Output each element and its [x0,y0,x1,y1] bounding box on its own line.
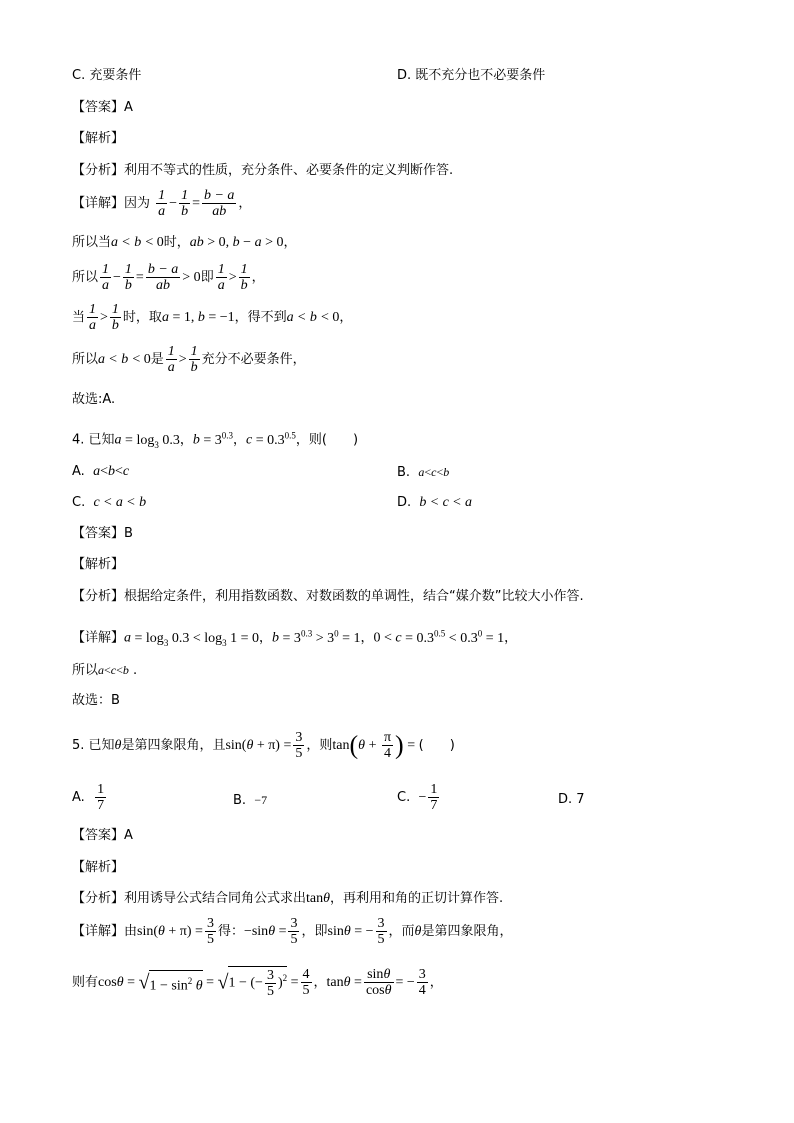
q4-fenxi: 【分析】根据给定条件，利用指数函数、对数函数的单调性，结合“媒介数”比较大小作答. [72,589,584,604]
text: 时，取 [122,310,162,325]
fraction: $\frac{1}{a}$ [158,188,166,219]
text: 【详解】 [72,630,125,646]
q5-detail-line1: 【详解】由sin(θ + π) = $\frac{3}{5}$ 得：−sinθ = $\frac{3}{5}$ ，即sinθ = − $\frac{3}{5}$ ，而θ是第四象限角， [72,916,513,947]
text: 充分不必要条件， [201,352,306,367]
text: 4. 已知 [72,432,115,448]
fraction: $\frac{1}{b}$ [240,262,248,293]
text: 【分析】利用诱导公式结合同角公式求出 [72,891,307,906]
text: A. [72,464,85,479]
text: C. [72,495,86,510]
fraction: $\frac{4}{5}$ [302,967,310,998]
q3-option-d: D. 既不充分也不必要条件 [397,68,546,83]
text: 【详解】由 [72,924,138,939]
text: 所以 [72,663,99,678]
q5-option-c: C. − $\frac{1}{7}$ [397,782,438,813]
fraction: $\frac{3}{5}$ [266,968,274,999]
fraction: $\frac{3}{5}$ [295,730,303,761]
text: 5. 已知 [72,738,115,753]
q3-detail-line4: 当 $\frac{1}{a}$ > $\frac{1}{b}$ 时，取a = 1, b = −1，得不到a < b < 0， [72,302,353,333]
q5-option-b [233,791,267,810]
text: B. [233,793,247,808]
fraction: $\frac{3}{5}$ [377,916,385,947]
fraction: $\frac{3}{5}$ [206,916,214,947]
text: 时， [163,235,190,250]
q5-option-a [72,782,108,813]
q4-detail-line2: 所以a<c<b . [72,663,138,678]
q4-option-a: A. a<b<c [72,464,130,479]
fraction: $\frac{b - a}{ab}$ [203,188,235,219]
text: 是第四象限角，且 [121,738,226,753]
q3-fenxi: 【分析】利用不等式的性质，充分条件、必要条件的定义判断作答. [72,163,454,178]
q5-option-d: D. 7 [558,792,585,807]
q4-option-b: B. a<c<b [397,465,450,480]
q3-detail-line2: 所以当a < b < 0时，ab > 0, b − a > 0， [72,235,297,250]
q4-option-c: C. c < a < b [72,495,147,510]
fraction: $\frac{1}{7}$ [97,782,105,813]
q5-stem: 5. 已知θ是第四象限角，且sin(θ + π) = $\frac{3}{5}$ ，则tan(θ + $\frac{\pi}{4}$ ) = ( ) [72,730,455,761]
text: 得： [217,924,244,939]
q4-answer: 【答案】B [72,526,133,541]
text: 所以 [72,352,99,367]
fraction: $\frac{1}{b}$ [190,344,198,375]
text: ，而 [388,924,415,939]
text: ，则 [306,738,333,753]
q5-detail-line2: 则有$\cos\theta = √1 - \sin^2 \theta = √1$ − (− $\frac{3}{5}$ )$^2$ = $\frac{4}{5}$ ，tanθ = $\frac{\sin\theta}{\cos\theta}$ = − $\frac{3}{4}$ ， [72,967,443,999]
fraction: $\frac{b - a}{ab}$ [147,262,179,293]
q3-option-c: C. 充要条件 [72,68,142,83]
fraction: $\frac{1}{a}$ [217,262,225,293]
q3-detail-line3: 所以 $\frac{1}{a}$ − $\frac{1}{b}$ = $\frac{b - a}{ab}$ > 0即 $\frac{1}{a}$ > $\frac{1}{b}$ ， [72,262,265,293]
text: 当 [72,310,86,325]
text: 则有 [72,975,99,990]
q4-stem: 4. 已知$a = \log_3 0.3$，$b = 3^{0.3}$，$c = 0.3^{0.5}$，则( ) [72,430,359,450]
q4-choose: 故选：B [72,693,120,708]
fraction: $\frac{1}{a}$ [167,344,175,375]
fraction: $\frac{1}{b}$ [124,262,132,293]
text: ，得不到 [234,310,287,325]
text: ，则( ) [295,432,359,448]
fraction: $\frac{1}{b}$ [111,302,119,333]
q4-detail-line1: 【详解】$a = \log_3 0.3 < \log_3 1 = 0$，$b = 3^{0.3} > 3^0 = 1$，$0 < c = 0.3^{0.5} < 0.3^0 = 1$， [72,628,518,648]
text: −7 [254,793,268,807]
text: D. [397,495,412,510]
text: ，即 [301,924,328,939]
text: 所以当 [72,235,112,250]
text: A. [72,790,85,805]
text: 所以 [72,270,99,285]
fraction: $\frac{1}{7}$ [430,782,438,813]
q5-analysis-label: 【解析】 [72,860,125,875]
q3-analysis-label: 【解析】 [72,131,125,146]
text: C. [397,790,411,805]
q3-detail-line1: 【详解】因为 $\frac{1}{a}$ − $\frac{1}{b}$ = $\frac{b - a}{ab}$ ， [72,188,252,219]
fraction: $\frac{1}{a}$ [102,262,110,293]
fraction: $\frac{3}{4}$ [418,967,426,998]
text: 即 [200,270,214,285]
q3-detail-prefix: 【详解】因为 [72,196,151,211]
fraction: $\frac{\sin\theta}{\cos\theta}$ [365,967,392,998]
text: 是 [150,352,164,367]
q3-detail-line5: 所以a < b < 0是 $\frac{1}{a}$ > $\frac{1}{b}$ 充分不必要条件， [72,344,306,375]
q4-analysis-label: 【解析】 [72,557,125,572]
q5-fenxi: 【分析】利用诱导公式结合同角公式求出tanθ，再利用和角的正切计算作答. [72,891,504,906]
fraction: $\frac{\pi}{4}$ [383,730,392,761]
text: 是第四象限角， [421,924,513,939]
q3-choose: 故选:A. [72,392,116,407]
fraction: $\frac{1}{b}$ [181,188,189,219]
text: B. [397,465,411,480]
fraction: $\frac{1}{a}$ [89,302,97,333]
text: ，再利用和角的正切计算作答. [330,891,504,906]
q5-answer: 【答案】A [72,828,133,843]
q4-option-d: D. b < c < a [397,495,473,510]
fraction: $\frac{3}{5}$ [290,916,298,947]
q3-answer: 【答案】A [72,100,133,115]
text: ( ) [418,738,455,753]
